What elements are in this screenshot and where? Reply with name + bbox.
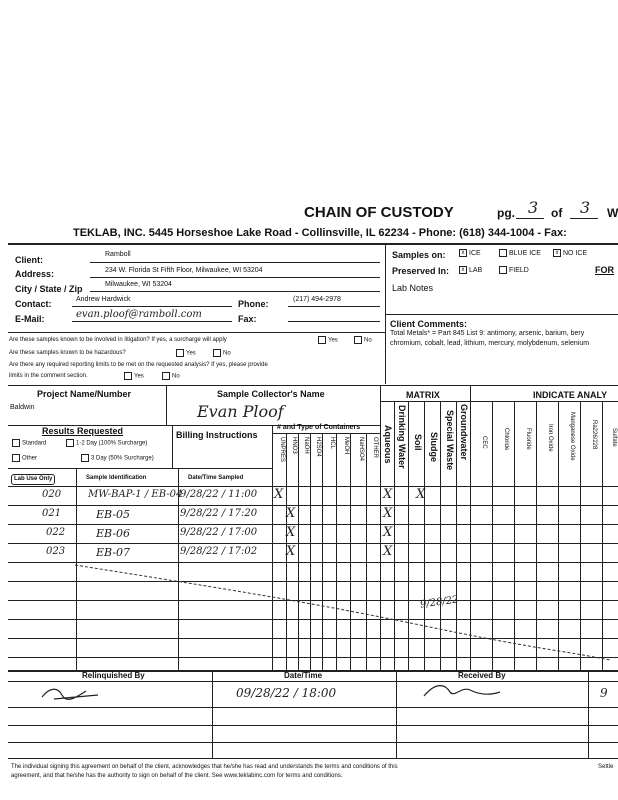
row2-aqueous: X — [383, 506, 393, 521]
row4-hno3: X — [286, 544, 296, 559]
ice-text: ICE — [469, 249, 481, 257]
collector-label: Sample Collector's Name — [217, 389, 325, 399]
form-title: CHAIN OF CUSTODY — [304, 204, 454, 221]
analysis-label: INDICATE ANALY — [533, 390, 608, 400]
question-litigation: Are these samples known to be involved in litigation? If yes, a surcharge will apply — [9, 337, 227, 343]
container-hno3: HNO3 — [291, 437, 297, 454]
container-meoh: MeOH — [343, 437, 349, 455]
question-limits-b: limits in the comment section. — [9, 373, 88, 379]
client-label: Client: — [15, 255, 43, 265]
lab-notes-label: Lab Notes — [392, 283, 434, 293]
row1-dt: 9/28/22 / 11:00 — [180, 489, 258, 500]
rush-text: 1-2 Day (100% Surcharge) — [76, 440, 148, 447]
row1-sludge: X — [416, 487, 426, 502]
analysis-iron-oxide: Iron Oxide — [547, 424, 553, 452]
samples-on-text: Samples on: — [392, 250, 446, 260]
analysis-fluoride: Fluoride — [525, 428, 531, 450]
question-limits-a: Are there any required reporting limits to be met on the requested analysis? If yes, please provide — [9, 362, 268, 368]
client-comments-label: Client Comments: — [390, 319, 468, 329]
lab-text: LAB — [469, 266, 483, 274]
row3-hno3: X — [286, 525, 296, 540]
contact-label: Contact: — [15, 299, 52, 309]
field-text: FIELD — [509, 266, 529, 274]
row3-id: EB-06 — [96, 527, 131, 540]
preserved-label: Preserved In: — [392, 266, 450, 276]
container-other: OTHER — [372, 437, 378, 458]
email-value: evan.ploof@ramboll.com — [76, 309, 202, 320]
phone-label: Phone: — [238, 299, 269, 309]
footer-line1: The individual signing this agreement on behalf of the client, acknowledges that he/she has read and understands the terms and conditions of this — [11, 764, 398, 770]
page-number: 3 — [528, 198, 539, 217]
matrix-label: MATRIX — [406, 390, 440, 400]
hazardous-no-text: No — [223, 350, 231, 357]
standard-text: Standard — [22, 440, 47, 447]
litigation-yes-text: Yes — [328, 337, 338, 344]
received-signature — [422, 680, 502, 702]
blue-ice-text: BLUE ICE — [509, 249, 541, 257]
row2-lab: 021 — [42, 508, 62, 519]
received-label: Received By — [458, 671, 506, 680]
footer-line2: agreement, and that he/she has the authority to sign on behalf of the client. See www.teklabinc.com for terms and conditions. — [11, 773, 343, 779]
results-label: Results Requested — [42, 426, 124, 436]
comments-line1: Total Metals* = Part 845 List 9: antimony, arsenic, barium, bery — [390, 330, 585, 337]
collector-value: Evan Ploof — [197, 402, 284, 421]
hazardous-yes-text: Yes — [186, 350, 196, 357]
analysis-ra226: Ra226/228 — [591, 420, 597, 450]
no-ice-checkbox[interactable]: x NO ICE — [551, 249, 587, 258]
analysis-chloride: Chloride — [503, 428, 509, 451]
email-label: E-Mail: — [15, 314, 45, 324]
row4-dt: 9/28/22 / 17:02 — [180, 546, 258, 557]
col-datetime: Date/Time Sampled — [188, 475, 244, 481]
project-label: Project Name/Number — [37, 389, 132, 399]
analysis-sulfate: Sulfate — [611, 428, 617, 447]
client-value: Ramboll — [105, 251, 131, 258]
void-annotation: 9/28/22 — [419, 594, 460, 611]
other-text: Other — [22, 455, 38, 462]
containers-label: # and Type of Containers — [277, 424, 361, 431]
project-value: Baldwin — [10, 404, 35, 411]
analysis-cec: CEC — [481, 436, 487, 449]
ice-checkbox[interactable]: x ICE — [457, 249, 481, 258]
row4-id: EB-07 — [96, 546, 131, 559]
container-unpres: UNPRES — [279, 437, 285, 463]
city-label: City / State / Zip — [15, 284, 83, 294]
city-value: Milwaukee, WI 53204 — [105, 281, 172, 288]
row1-unpres: X — [274, 487, 284, 502]
col-lab-use: Lab Use Only — [11, 474, 55, 485]
of-label: of — [551, 206, 563, 220]
relinquished-signature — [40, 683, 100, 703]
matrix-aqueous: Aqueous — [383, 425, 393, 464]
row4-lab: 023 — [46, 546, 66, 557]
container-h2so4: H2SO4 — [315, 437, 321, 457]
col-sample-id: Sample Identification — [86, 475, 147, 481]
analysis-manganese-oxide: Manganese Oxide — [569, 412, 575, 461]
fax-label: Fax: — [238, 314, 257, 324]
row2-id: EB-05 — [96, 508, 131, 521]
matrix-drinking-water: Drinking Water — [397, 405, 407, 469]
question-hazardous: Are these samples known to be hazardous? — [9, 350, 126, 356]
lab-checkbox[interactable]: x LAB — [457, 266, 482, 275]
address-label: Address: — [15, 269, 55, 279]
row1-aqueous: X — [383, 487, 393, 502]
phone-value: (217) 494-2978 — [293, 296, 341, 303]
container-naoh: NaOH — [303, 437, 309, 454]
relinquished-label: Relinquished By — [82, 671, 145, 680]
row3-lab: 022 — [46, 527, 66, 538]
litigation-no-text: No — [364, 337, 372, 344]
matrix-groundwater: Groundwater — [459, 404, 469, 461]
contact-value: Andrew Hardwick — [76, 296, 131, 303]
signature-datetime: 09/28/22 / 18:00 — [236, 686, 337, 700]
row3-dt: 9/28/22 / 17:00 — [180, 527, 258, 538]
limits-yes-text: Yes — [134, 373, 144, 380]
comments-line2: chromium, cobalt, lead, lithium, mercury, molybdenum, selenium — [390, 340, 590, 347]
for-label: FOR — [595, 265, 614, 275]
no-ice-text: NO ICE — [563, 249, 588, 257]
page-total: 3 — [580, 198, 591, 217]
three-day-text: 3 Day (50% Surcharge) — [91, 455, 154, 462]
row1-id: MW-BAP-1 / EB-04 — [88, 489, 183, 500]
matrix-sludge: Sludge — [429, 432, 439, 463]
row2-hno3: X — [286, 506, 296, 521]
footer-right: Settle — [598, 764, 614, 770]
matrix-soil: Soil — [413, 434, 423, 451]
signature-trailing: 9 — [600, 686, 608, 700]
datetime-label: Date/Time — [284, 671, 323, 680]
matrix-special-waste: Special Waste — [445, 410, 455, 471]
row4-aqueous: X — [383, 544, 393, 559]
header-trailing: W — [607, 206, 618, 220]
container-hcl: HCL — [329, 437, 335, 450]
row3-aqueous: X — [383, 525, 393, 540]
address-value: 234 W. Florida St Fifth Floor, Milwaukee, WI 53204 — [105, 267, 263, 274]
limits-no-text: No — [172, 373, 180, 380]
billing-label: Billing Instructions — [176, 430, 258, 440]
page-label: pg. — [497, 206, 515, 220]
row1-lab: 020 — [42, 489, 62, 500]
company-line: TEKLAB, INC. 5445 Horseshoe Lake Road - Collinsville, IL 62234 - Phone: (618) 344-1004 - Fax: — [73, 227, 567, 239]
container-nahso4: NaHSO4 — [358, 437, 364, 462]
row2-dt: 9/28/22 / 17:20 — [180, 508, 258, 519]
